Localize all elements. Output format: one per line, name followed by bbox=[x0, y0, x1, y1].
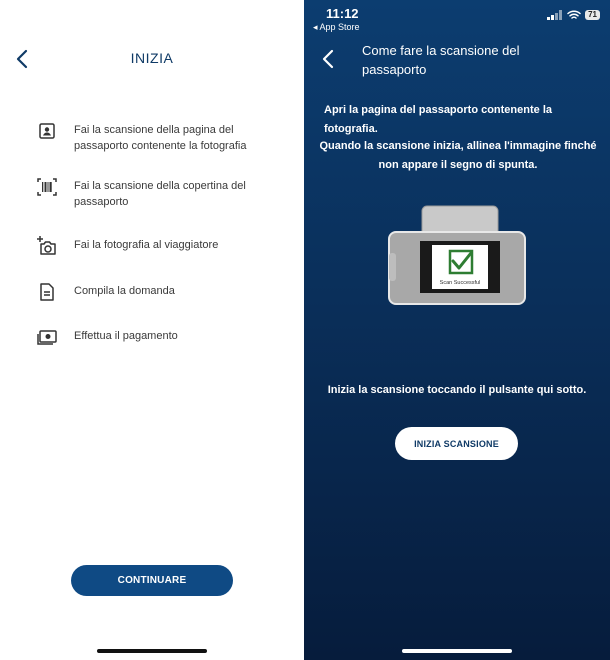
step-text: Fai la fotografia al viaggiatore bbox=[74, 239, 219, 251]
start-screen bbox=[0, 0, 304, 660]
add-photo-camera-icon bbox=[36, 235, 58, 257]
page-title: Come fare la scansione del passaporto bbox=[362, 43, 520, 77]
step-item bbox=[36, 237, 286, 257]
portrait-id-icon bbox=[36, 120, 58, 142]
battery-level: 71 bbox=[585, 10, 600, 20]
step-text: Effettua il pagamento bbox=[74, 330, 178, 342]
step-text: Fai la scansione della pagina del passaporto contenente la fotografia bbox=[74, 124, 247, 152]
instruction-text: Apri la pagina del passaporto contenente la fotografia. bbox=[324, 104, 552, 135]
continue-button[interactable]: CONTINUARE bbox=[71, 565, 233, 596]
step-text: Fai la scansione della copertina del passaporto bbox=[74, 180, 246, 208]
document-form-icon bbox=[36, 281, 58, 303]
barcode-scan-icon bbox=[36, 176, 58, 198]
cellular-signal-icon bbox=[547, 10, 563, 20]
status-icons bbox=[547, 10, 600, 20]
start-scan-button[interactable]: INIZIA SCANSIONE bbox=[395, 427, 518, 460]
scan-caption: Scan Successful bbox=[439, 280, 481, 286]
home-indicator bbox=[97, 649, 207, 653]
back-to-app-store-link[interactable]: ◂ App Store bbox=[313, 22, 360, 32]
status-time: 11:12 bbox=[326, 6, 359, 21]
cash-payment-icon bbox=[36, 326, 58, 348]
step-item bbox=[36, 283, 286, 303]
instruction-text: Quando la scansione inizia, allinea l'immagine finché non appare il segno di spunta. bbox=[319, 140, 597, 171]
step-text: Compila la domanda bbox=[74, 285, 175, 297]
passport-scan-illustration bbox=[388, 205, 528, 305]
home-indicator bbox=[402, 649, 512, 653]
step-item bbox=[36, 178, 286, 210]
wifi-icon bbox=[567, 10, 581, 20]
page-title: INIZIA bbox=[130, 50, 174, 66]
start-scan-hint: Inizia la scansione toccando il pulsante qui sotto. bbox=[327, 384, 587, 396]
step-item bbox=[36, 122, 286, 154]
scan-instructions-screen bbox=[304, 0, 610, 660]
step-item bbox=[36, 328, 286, 348]
back-chevron-icon[interactable] bbox=[318, 48, 340, 70]
